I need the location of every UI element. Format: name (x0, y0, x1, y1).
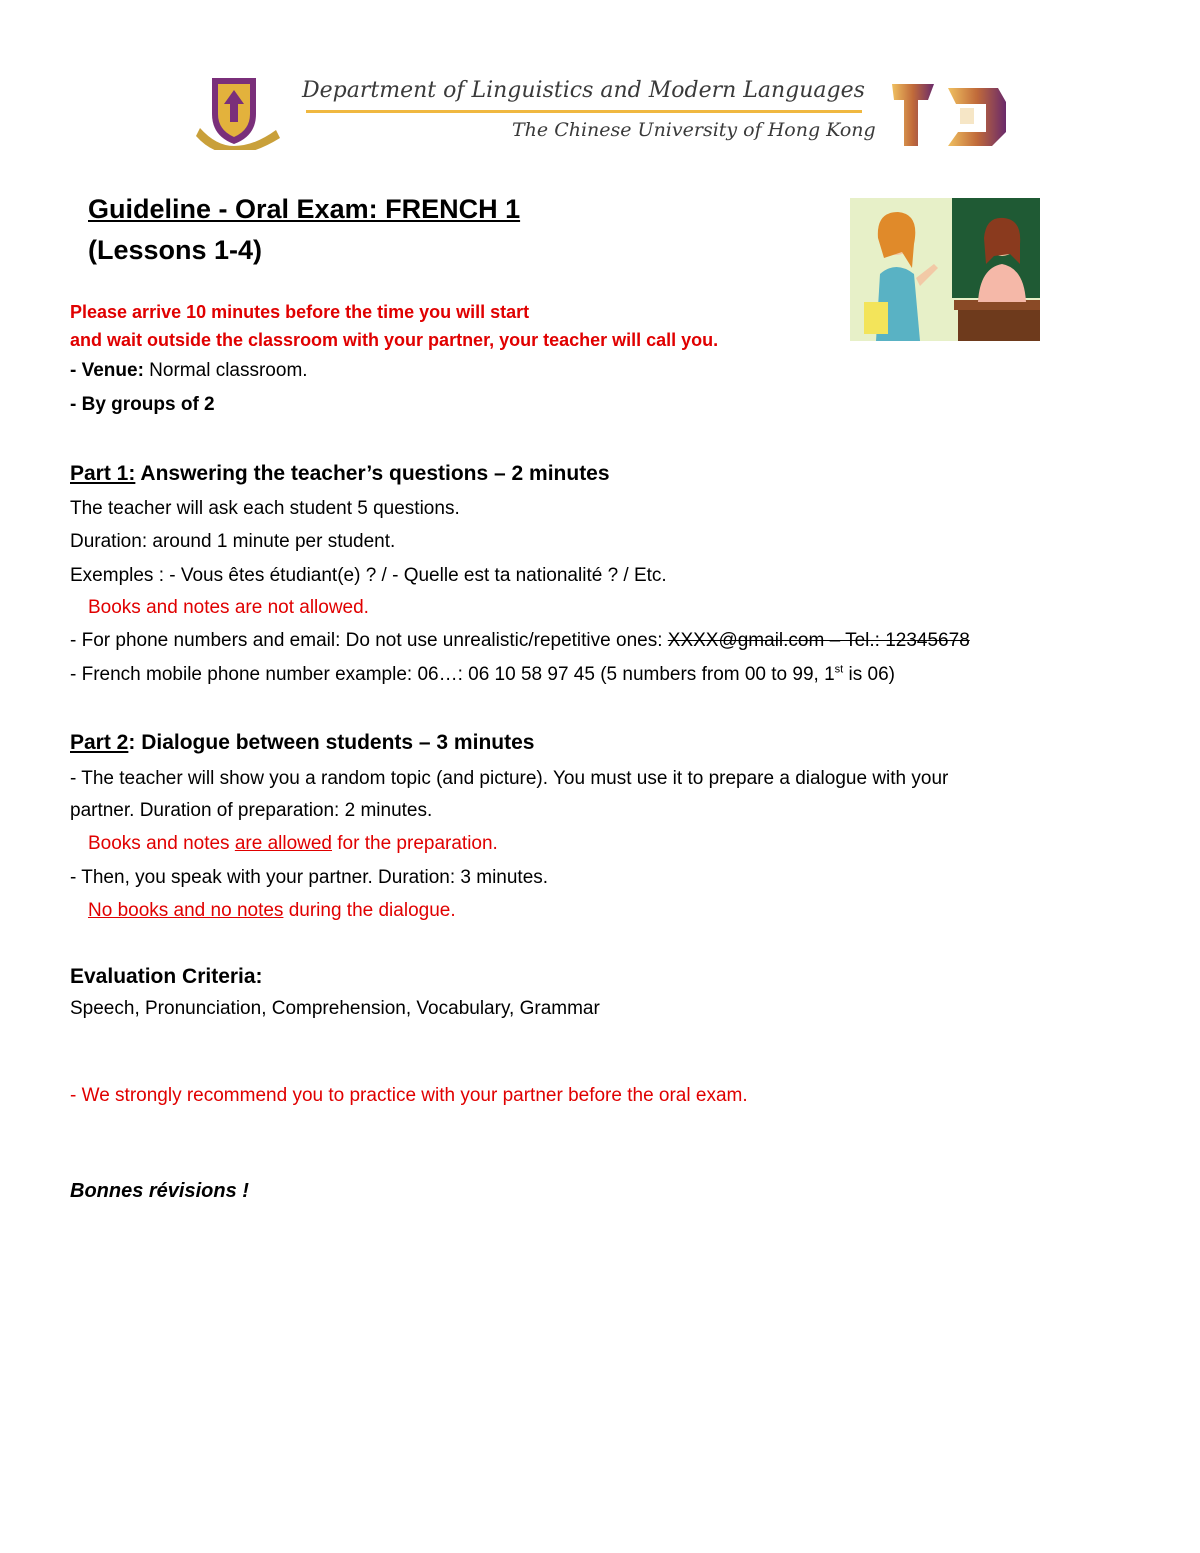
part2-heading (70, 731, 534, 755)
part1-line2: Duration: around 1 minute per student. (70, 531, 396, 552)
part1-label: Part 1: (70, 462, 136, 485)
phone-prefix: - For phone numbers and email: Do not use unrealistic/repetitive ones: (70, 630, 668, 651)
part1-line1: The teacher will ask each student 5 questions. (70, 498, 460, 519)
university-name: The Chinese University of Hong Kong (512, 119, 876, 141)
venue-line (70, 359, 308, 383)
part2-line2: partner. Duration of preparation: 2 minutes. (70, 800, 433, 821)
header-divider (306, 110, 862, 113)
part2-title: : Dialogue between students – 3 minutes (128, 731, 535, 754)
arrive-instruction: Please arrive 10 minutes before the time you will start (70, 302, 530, 322)
mobile-line (70, 663, 895, 687)
criteria-list: Speech, Pronunciation, Comprehension, Vocabulary, Grammar (70, 998, 600, 1019)
mobile-prefix: - French mobile phone number example: 06…: 06 10 58 97 45 (5 numbers from 00 to 99, 1 (70, 664, 835, 685)
recommendation: - We strongly recommend you to practice with your partner before the oral exam. (70, 1085, 748, 1106)
university-crest-icon (196, 74, 284, 150)
groups-line: - By groups of 2 (70, 394, 215, 415)
part2-note-c: for the preparation. (332, 833, 498, 854)
part2-line1: - The teacher will show you a random topic (and picture). You must use it to prepare a dialogue with your (70, 768, 949, 789)
part2-note (88, 832, 498, 856)
venue-value: Normal classroom. (143, 360, 308, 381)
part1-title: Answering the teacher’s questions – 2 minutes (135, 462, 610, 485)
closing: Bonnes révisions ! (70, 1180, 249, 1202)
page-subtitle: (Lessons 1-4) (88, 235, 263, 265)
part2-note-b: are allowed (234, 833, 332, 854)
department-name: Department of Linguistics and Modern Languages (302, 78, 865, 103)
wait-instruction: and wait outside the classroom with your partner, your teacher will call you. (70, 330, 719, 350)
part2-note2-b: during the dialogue. (283, 900, 456, 921)
part1-heading (70, 462, 610, 486)
part2-line3: - Then, you speak with your partner. Duration: 3 minutes. (70, 867, 549, 888)
part2-note-a: Books and notes (88, 833, 235, 854)
phone-line (70, 629, 970, 653)
mobile-suffix: is 06) (843, 664, 895, 685)
criteria-heading: Evaluation Criteria: (70, 965, 263, 988)
part2-note2 (88, 899, 456, 923)
part2-note2-a: No books and no notes (88, 900, 284, 921)
phone-struck: XXXX@gmail.com – Tel.: 12345678 (667, 630, 970, 651)
part2-label: Part 2 (70, 731, 129, 754)
department-logo-icon (888, 80, 1012, 150)
venue-label: - Venue: (70, 360, 144, 381)
part1-examples: Exemples : - Vous êtes étudiant(e) ? / - Quelle est ta nationalité ? / Etc. (70, 565, 667, 586)
teacher-student-illustration (850, 198, 1040, 341)
mobile-sup: st (834, 663, 844, 676)
part1-note: Books and notes are not allowed. (88, 597, 369, 618)
page-title: Guideline - Oral Exam: FRENCH 1 (88, 194, 521, 224)
